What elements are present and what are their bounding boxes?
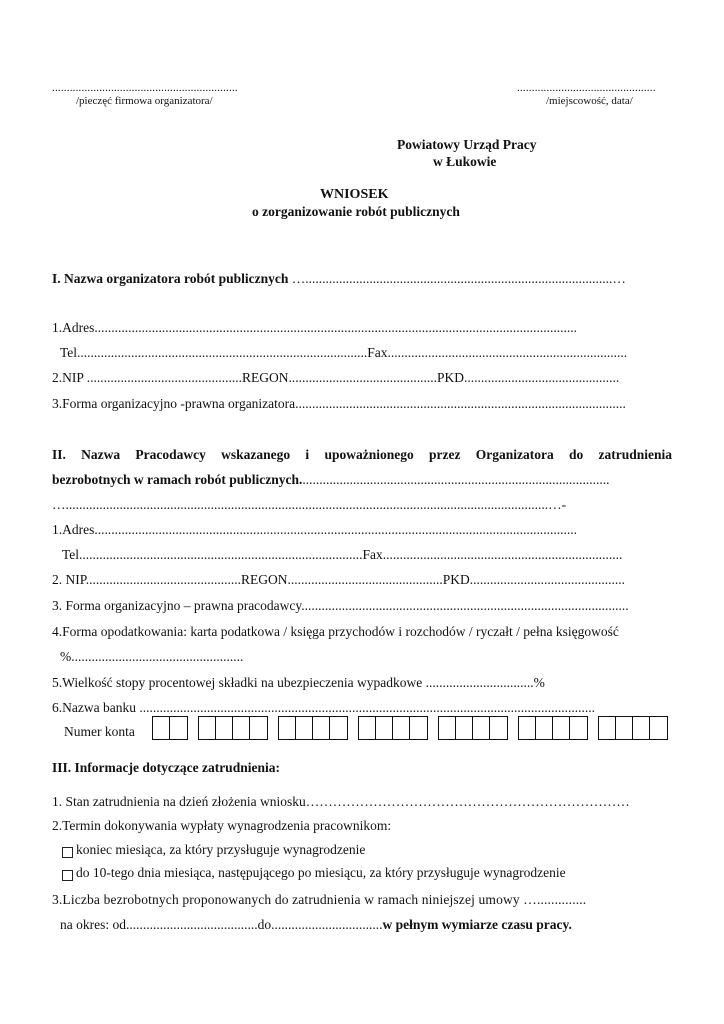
- full-time-note: w pełnym wymiarze czasu pracy.: [382, 917, 572, 932]
- account-group-6[interactable]: [518, 716, 588, 740]
- section3-heading: III. Informacje dotyczące zatrudnienia:: [52, 760, 280, 775]
- document-title: WNIOSEK: [320, 187, 389, 202]
- option-month-end-checkbox[interactable]: [62, 847, 73, 858]
- account-number-grid: [0, 716, 724, 740]
- account-group-3[interactable]: [278, 716, 348, 740]
- employer-name-continuation[interactable]: …...............................................................................................................................................…-: [52, 497, 567, 512]
- document-subtitle: o zorganizowanie robót publicznych: [252, 204, 460, 219]
- section2-heading: II. Nazwa Pracodawcy wskazanego i upoważnionego przez Organizatora do zatrudnienia: [52, 447, 672, 462]
- employment-status-field[interactable]: 1. Stan zatrudnienia na dzień złożenia wniosku………………………………………………………………: [52, 794, 630, 809]
- employer-name-field[interactable]: ...........................................................................................: [302, 472, 610, 487]
- account-group-1[interactable]: [152, 716, 188, 740]
- option-10th-day-label: do 10-tego dnia miesiąca, następującego po miesiącu, za który przysługuje wynagrodzenie: [76, 865, 566, 880]
- organizer-tel-fax-field[interactable]: Tel......................................................................................Fax.......................................................................: [60, 345, 628, 360]
- place-date-line: ...............................................: [517, 82, 656, 94]
- organizer-nip-regon-pkd-field[interactable]: 2.NIP ..............................................REGON............................................PKD..............................................: [52, 370, 620, 385]
- taxation-percent-field[interactable]: %...................................................: [60, 649, 244, 664]
- bank-name-field[interactable]: 6.Nazwa banku .......................................................................................................................................: [52, 700, 595, 715]
- option-month-end-label: koniec miesiąca, za który przysługuje wynagrodzenie: [76, 842, 366, 857]
- office-name: Powiatowy Urząd Pracy: [397, 137, 537, 152]
- section1-heading-row: [52, 271, 626, 287]
- employer-address-field[interactable]: 1.Adres...............................................................................................................................................: [52, 522, 577, 537]
- employer-legal-form-field[interactable]: 3. Forma organizacyjno – prawna pracodawcy.................................................................................................: [52, 598, 629, 613]
- taxation-form-text: 4.Forma opodatkowania: karta podatkowa / księga przychodów i rozchodów / ryczałt / pełna księgowość: [52, 624, 619, 639]
- office-city: w Łukowie: [433, 154, 497, 169]
- accident-insurance-rate-field[interactable]: 5.Wielkość stopy procentowej składki na ubezpieczenia wypadkowe ................................%: [52, 675, 545, 690]
- organizer-legal-form-field[interactable]: 3.Forma organizacyjno -prawna organizatora..................................................................................................: [52, 396, 626, 411]
- option-10th-day-checkbox[interactable]: [62, 870, 73, 881]
- unemployed-count-field[interactable]: 3.Liczba bezrobotnych proponowanych do zatrudnienia w ramach niniejszej umowy …..............: [52, 892, 587, 907]
- account-group-5[interactable]: [438, 716, 508, 740]
- account-group-2[interactable]: [198, 716, 268, 740]
- section2-heading-row2: [52, 472, 610, 488]
- section1-heading: I. Nazwa organizatora robót publicznych: [52, 271, 289, 286]
- section2-heading-cont: bezrobotnych w ramach robót publicznych.: [52, 472, 303, 487]
- stamp-caption: /pieczęć firmowa organizatora/: [76, 95, 213, 107]
- stamp-line: ...............................................................: [52, 82, 238, 94]
- place-date-caption: /miejscowość, data/: [546, 95, 633, 107]
- payment-term-label: 2.Termin dokonywania wypłaty wynagrodzenia pracownikom:: [52, 818, 392, 833]
- account-group-4[interactable]: [358, 716, 428, 740]
- organizer-name-field[interactable]: …...........................................................................................…: [288, 271, 626, 286]
- employer-tel-fax-field[interactable]: Tel....................................................................................Fax.......................................................................: [62, 547, 623, 562]
- employer-nip-regon-pkd-field[interactable]: 2. NIP..............................................REGON..............................................PKD..............................................: [52, 572, 626, 587]
- organizer-address-field[interactable]: 1.Adres...............................................................................................................................................: [52, 320, 577, 335]
- account-group-7[interactable]: [598, 716, 668, 740]
- period-from-to-field[interactable]: na okres: od.......................................do.................................: [60, 917, 383, 932]
- period-row: [60, 917, 572, 933]
- account-number-label: Numer konta: [64, 724, 135, 739]
